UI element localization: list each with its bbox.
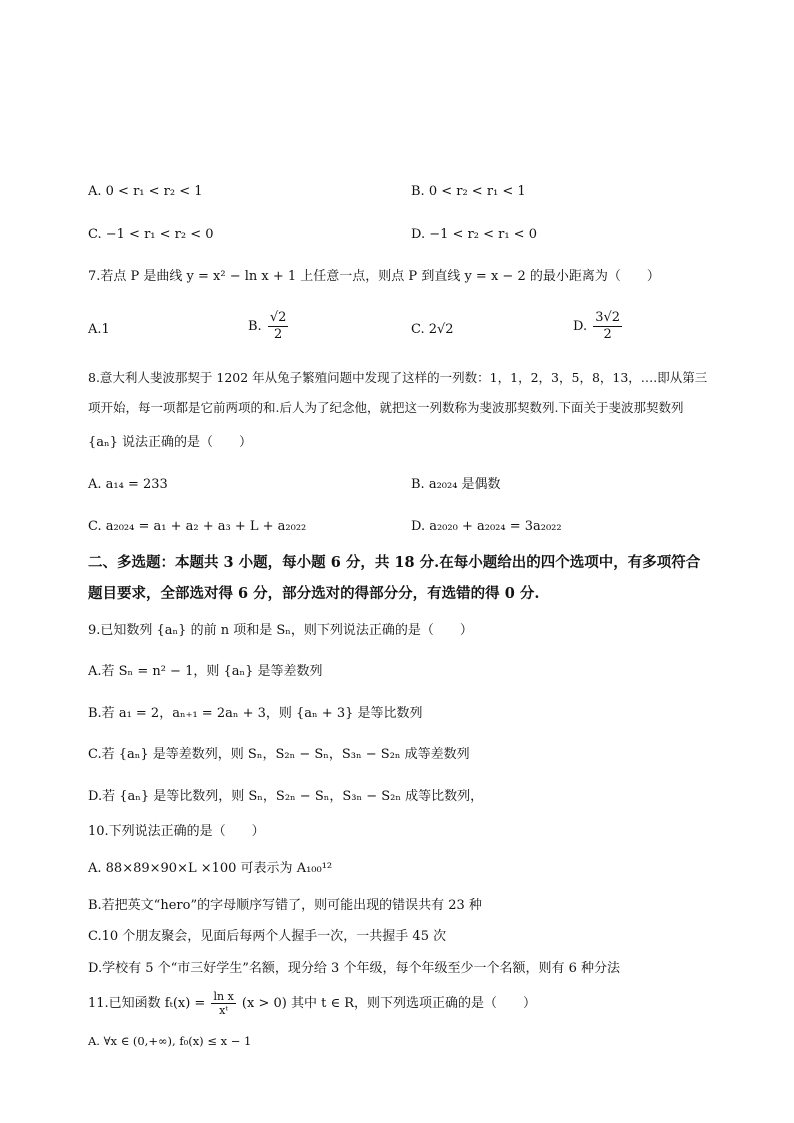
q11-fraction <box>211 990 235 1017</box>
q8-option-c: C. a₂₀₂₄ = a₁ + a₂ + a₃ + L + a₂₀₂₂ <box>88 519 307 534</box>
q7-option-b-numerator: √2 <box>269 310 287 325</box>
q7-stem: 7.若点 P 是曲线 y = x² − ln x + 1 上任意一点，则点 P 到直线 y = x − 2 的最小距离为（ ） <box>88 269 660 284</box>
q11-stem <box>88 990 536 1017</box>
q7-option-b-label: B. <box>248 319 262 334</box>
q8-option-d: D. a₂₀₂₀ + a₂₀₂₄ = 3a₂₀₂₂ <box>411 519 562 534</box>
q7-option-d-fraction <box>593 310 622 343</box>
q7-option-b-fraction <box>268 310 289 343</box>
q7-option-a: A.1 <box>88 322 110 337</box>
q11-fraction-numerator: ln x <box>213 990 234 1003</box>
section-2-heading-line-1: 二、多选题：本题共 3 小题，每小题 6 分，共 18 分.在每小题给出的四个选项中，有多项符合 <box>88 554 701 571</box>
q10-stem: 10.下列说法正确的是（ ） <box>88 824 265 839</box>
q10-option-b: B.若把英文“hero”的字母顺序写错了，则可能出现的错误共有 23 种 <box>88 898 482 913</box>
q6-option-b: B. 0 < r₂ < r₁ < 1 <box>411 184 526 199</box>
q7-option-d-numerator: 3√2 <box>595 310 621 325</box>
q10-option-a: A. 88×89×90×L ×100 可表示为 A₁₀₀¹² <box>88 861 333 876</box>
q7-option-d-denominator: 2 <box>603 327 612 342</box>
q8-option-a: A. a₁₄ = 233 <box>88 477 168 492</box>
q9-option-d: D.若 {aₙ} 是等比数列，则 Sₙ，S₂ₙ − Sₙ，S₃ₙ − S₂ₙ 成等比数列， <box>88 789 484 804</box>
q7-option-d-label: D. <box>573 319 588 334</box>
section-2-heading-line-2: 题目要求，全部选对得 6 分，部分选对的得部分分，有选错的得 0 分. <box>88 585 540 602</box>
q8-option-b: B. a₂₀₂₄ 是偶数 <box>411 477 501 492</box>
q8-stem-line-1: 8.意大利人斐波那契于 1202 年从兔子繁殖问题中发现了这样的一列数：1，1，2，3，5，8，13，….即从第三 <box>88 370 708 385</box>
q6-option-c: C. −1 < r₁ < r₂ < 0 <box>88 227 214 242</box>
q11-option-a: A. ∀x ∈ (0,+∞), f₀(x) ≤ x − 1 <box>88 1034 252 1048</box>
q6-option-a: A. 0 < r₁ < r₂ < 1 <box>88 184 203 199</box>
q7-option-c: C. 2√2 <box>411 322 454 337</box>
q7-option-b-denominator: 2 <box>273 327 283 342</box>
q9-option-b: B.若 a₁ = 2，aₙ₊₁ = 2aₙ + 3，则 {aₙ + 3} 是等比数列 <box>88 706 423 721</box>
q10-option-c: C.10 个朋友聚会，见面后每两个人握手一次，一共握手 45 次 <box>88 929 447 944</box>
q7-option-d <box>573 310 624 343</box>
q8-stem-line-2: 项开始，每一项都是它前两项的和.后人为了纪念他，就把这一列数称为斐波那契数列.下面关于斐波那契数列 <box>88 400 684 415</box>
q11-stem-suffix: (x > 0) 其中 t ∈ R，则下列选项正确的是（ ） <box>241 996 536 1011</box>
q6-option-d: D. −1 < r₂ < r₁ < 0 <box>411 227 537 242</box>
q9-option-c: C.若 {aₙ} 是等差数列，则 Sₙ，S₂ₙ − Sₙ，S₃ₙ − S₂ₙ 成等差数列 <box>88 747 470 762</box>
q9-stem: 9.已知数列 {aₙ} 的前 n 项和是 Sₙ，则下列说法正确的是（ ） <box>88 623 473 638</box>
q7-option-b <box>248 310 290 343</box>
q11-stem-prefix: 11.已知函数 fₜ(x) = <box>88 996 206 1011</box>
q8-stem-line-3: {aₙ} 说法正确的是（ ） <box>88 435 253 450</box>
q9-option-a: A.若 Sₙ = n² − 1，则 {aₙ} 是等差数列 <box>88 664 323 679</box>
q11-fraction-denominator: xᵗ <box>219 1004 229 1017</box>
q10-option-d: D.学校有 5 个“市三好学生”名额，现分给 3 个年级，每个年级至少一个名额，则有 6 种分法 <box>88 961 620 976</box>
